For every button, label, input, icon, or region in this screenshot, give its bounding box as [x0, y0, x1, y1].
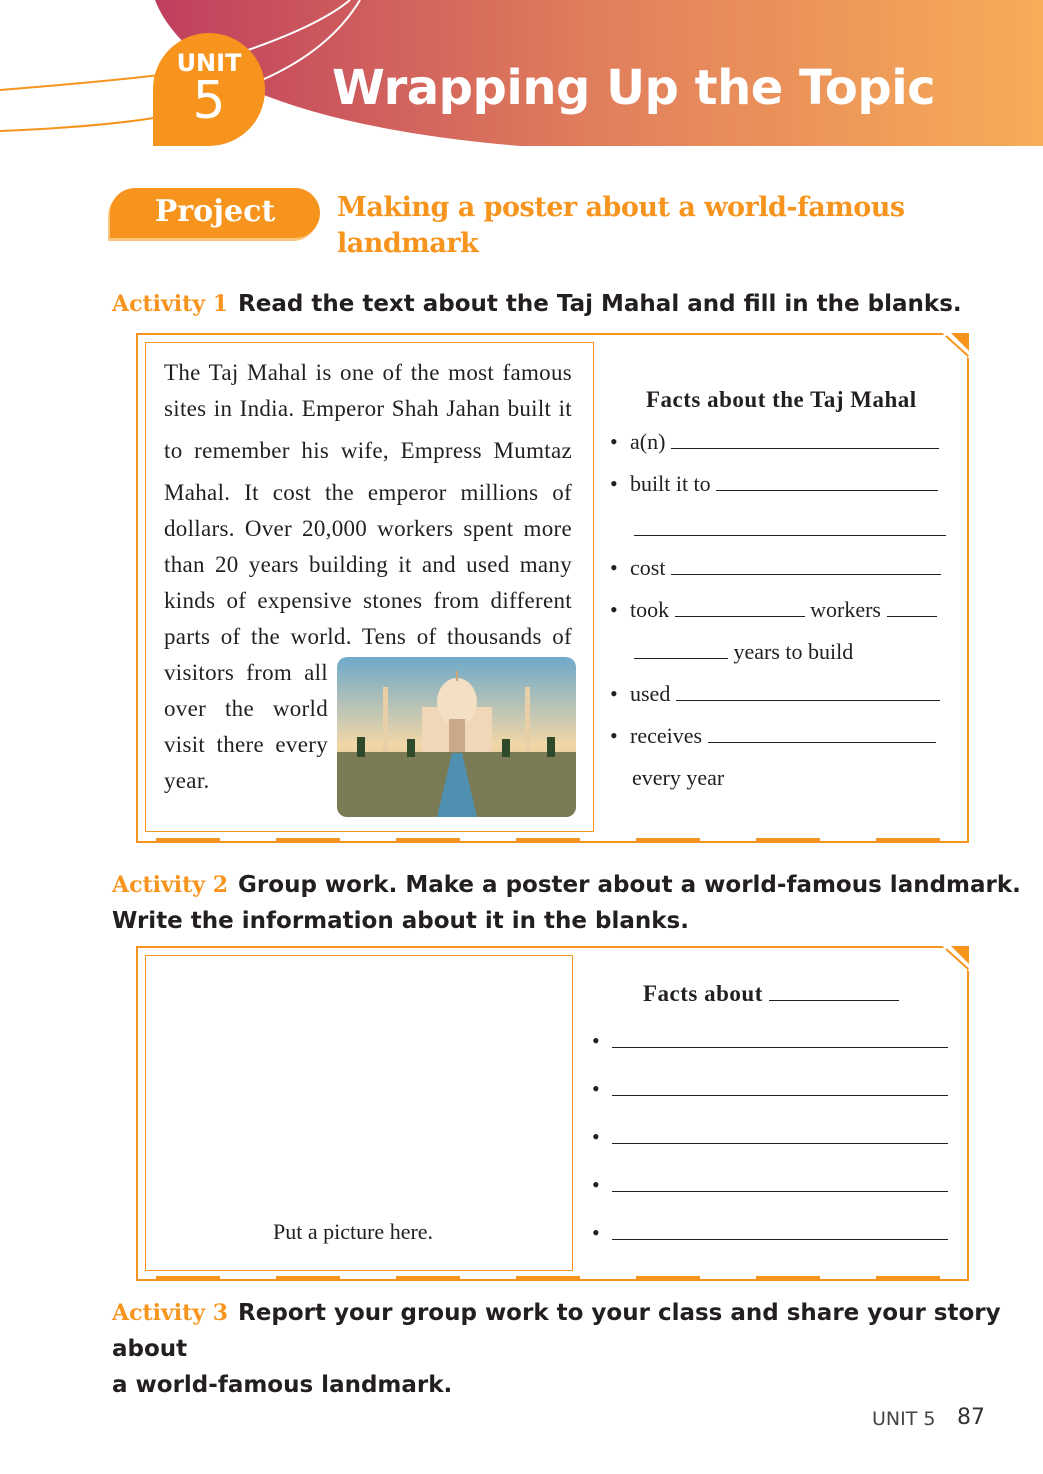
- activity2-label: Activity 2: [112, 872, 229, 898]
- facts-title: Facts about the Taj Mahal: [646, 387, 917, 412]
- blank-field[interactable]: [676, 683, 940, 701]
- activity2-heading: [112, 867, 1021, 939]
- project-title-line2: landmark: [337, 228, 479, 259]
- passage-line: to remember his wife, Empress Mumtaz: [164, 438, 572, 463]
- picture-placeholder: Put a picture here.: [273, 1219, 434, 1244]
- fact-label: took: [630, 597, 670, 622]
- passage-line: parts of the world. Tens of thousands of: [164, 624, 572, 649]
- box-dashes: [156, 1276, 956, 1281]
- fact-blank-item: [592, 1076, 948, 1102]
- page-number: 87: [957, 1405, 985, 1430]
- box-dashes: [156, 838, 956, 843]
- activity3-instruction-line1: Report your group work to your class and share your story about: [112, 1300, 1001, 1362]
- fact-built: [610, 471, 938, 497]
- project-tag: Project: [110, 188, 320, 238]
- fact-cost: [610, 555, 941, 581]
- blank-field[interactable]: [634, 518, 946, 536]
- bullet: •: [592, 1124, 600, 1149]
- blank-field[interactable]: [887, 599, 937, 617]
- passage-line: visitors from all: [164, 660, 328, 685]
- blank-field[interactable]: [716, 473, 938, 491]
- passage-line: year.: [164, 768, 210, 793]
- unit-label: UNIT: [176, 49, 242, 77]
- fact-blank-item: [592, 1124, 948, 1150]
- passage-line: Mahal. It cost the emperor millions of: [164, 480, 572, 505]
- activity1-heading: [112, 286, 962, 322]
- activity3-label: Activity 3: [112, 1300, 229, 1326]
- bullet: •: [610, 597, 618, 622]
- passage-line: than 20 years building it and used many: [164, 552, 572, 577]
- activity2-instruction-line2: Write the information about it in the blanks.: [112, 908, 689, 934]
- fact-label: workers: [810, 597, 881, 622]
- unit-number: 5: [192, 71, 226, 131]
- unit-badge: [153, 33, 265, 146]
- bullet: •: [610, 471, 618, 496]
- activity1-instruction: Read the text about the Taj Mahal and fill in the blanks.: [238, 291, 962, 317]
- passage-line: dollars. Over 20,000 workers spent more: [164, 516, 572, 541]
- blank-field[interactable]: [708, 725, 936, 743]
- passage-line: visit there every: [164, 732, 328, 757]
- fact-label: cost: [630, 555, 666, 580]
- blank-field[interactable]: [671, 557, 941, 575]
- bullet: •: [592, 1172, 600, 1197]
- landmark-name-blank[interactable]: [769, 983, 899, 1001]
- fact-label: receives: [630, 723, 703, 748]
- facts-about-label: Facts about: [643, 981, 763, 1006]
- fact-label: years to build: [733, 639, 854, 664]
- passage-line: The Taj Mahal is one of the most famous: [164, 360, 572, 385]
- footer-unit: UNIT 5: [872, 1408, 936, 1430]
- blank-field[interactable]: [675, 599, 805, 617]
- activity1-label: Activity 1: [112, 291, 229, 317]
- page-title: Wrapping Up the Topic: [332, 60, 936, 116]
- blank-field[interactable]: [612, 1174, 948, 1192]
- bullet: •: [610, 555, 618, 580]
- fact-blank-item: [592, 1172, 948, 1198]
- fact-used: [610, 681, 940, 707]
- blank-field[interactable]: [612, 1078, 948, 1096]
- passage-line: kinds of expensive stones from different: [164, 588, 572, 613]
- facts-about-title: [643, 981, 899, 1007]
- fact-label: built it to: [630, 471, 711, 496]
- fact-took: [610, 597, 937, 623]
- bullet: •: [592, 1076, 600, 1101]
- bullet: •: [592, 1220, 600, 1245]
- project-title-line1: Making a poster about a world-famous: [337, 192, 905, 223]
- activity3-instruction-line2: a world-famous landmark.: [112, 1372, 453, 1398]
- activity2-instruction-line1: Group work. Make a poster about a world-famous landmark.: [238, 872, 1021, 898]
- blank-field[interactable]: [612, 1126, 948, 1144]
- bullet: •: [592, 1028, 600, 1053]
- activity3-heading: [112, 1295, 1043, 1403]
- fact-blank-item: [592, 1220, 948, 1246]
- fact-blank-item: [592, 1028, 948, 1054]
- bullet: •: [610, 681, 618, 706]
- fact-a: [610, 429, 939, 455]
- blank-field[interactable]: [671, 431, 939, 449]
- bullet: •: [610, 723, 618, 748]
- corner-triangle: [951, 333, 969, 351]
- project-title: [337, 190, 937, 262]
- fact-built-cont: [634, 516, 946, 542]
- fact-years: [634, 639, 853, 665]
- fact-label: a(n): [630, 429, 666, 454]
- blank-field[interactable]: [634, 641, 728, 659]
- bullet: •: [610, 429, 618, 454]
- fact-every-year: every year: [632, 765, 725, 790]
- taj-mahal-photo: [337, 657, 576, 817]
- blank-field[interactable]: [612, 1222, 948, 1240]
- fact-label: used: [630, 681, 671, 706]
- blank-field[interactable]: [612, 1030, 948, 1048]
- passage-line: sites in India. Emperor Shah Jahan built it: [164, 396, 572, 421]
- fact-receives: [610, 723, 936, 749]
- corner-triangle: [951, 946, 969, 964]
- passage-line: over the world: [164, 696, 328, 721]
